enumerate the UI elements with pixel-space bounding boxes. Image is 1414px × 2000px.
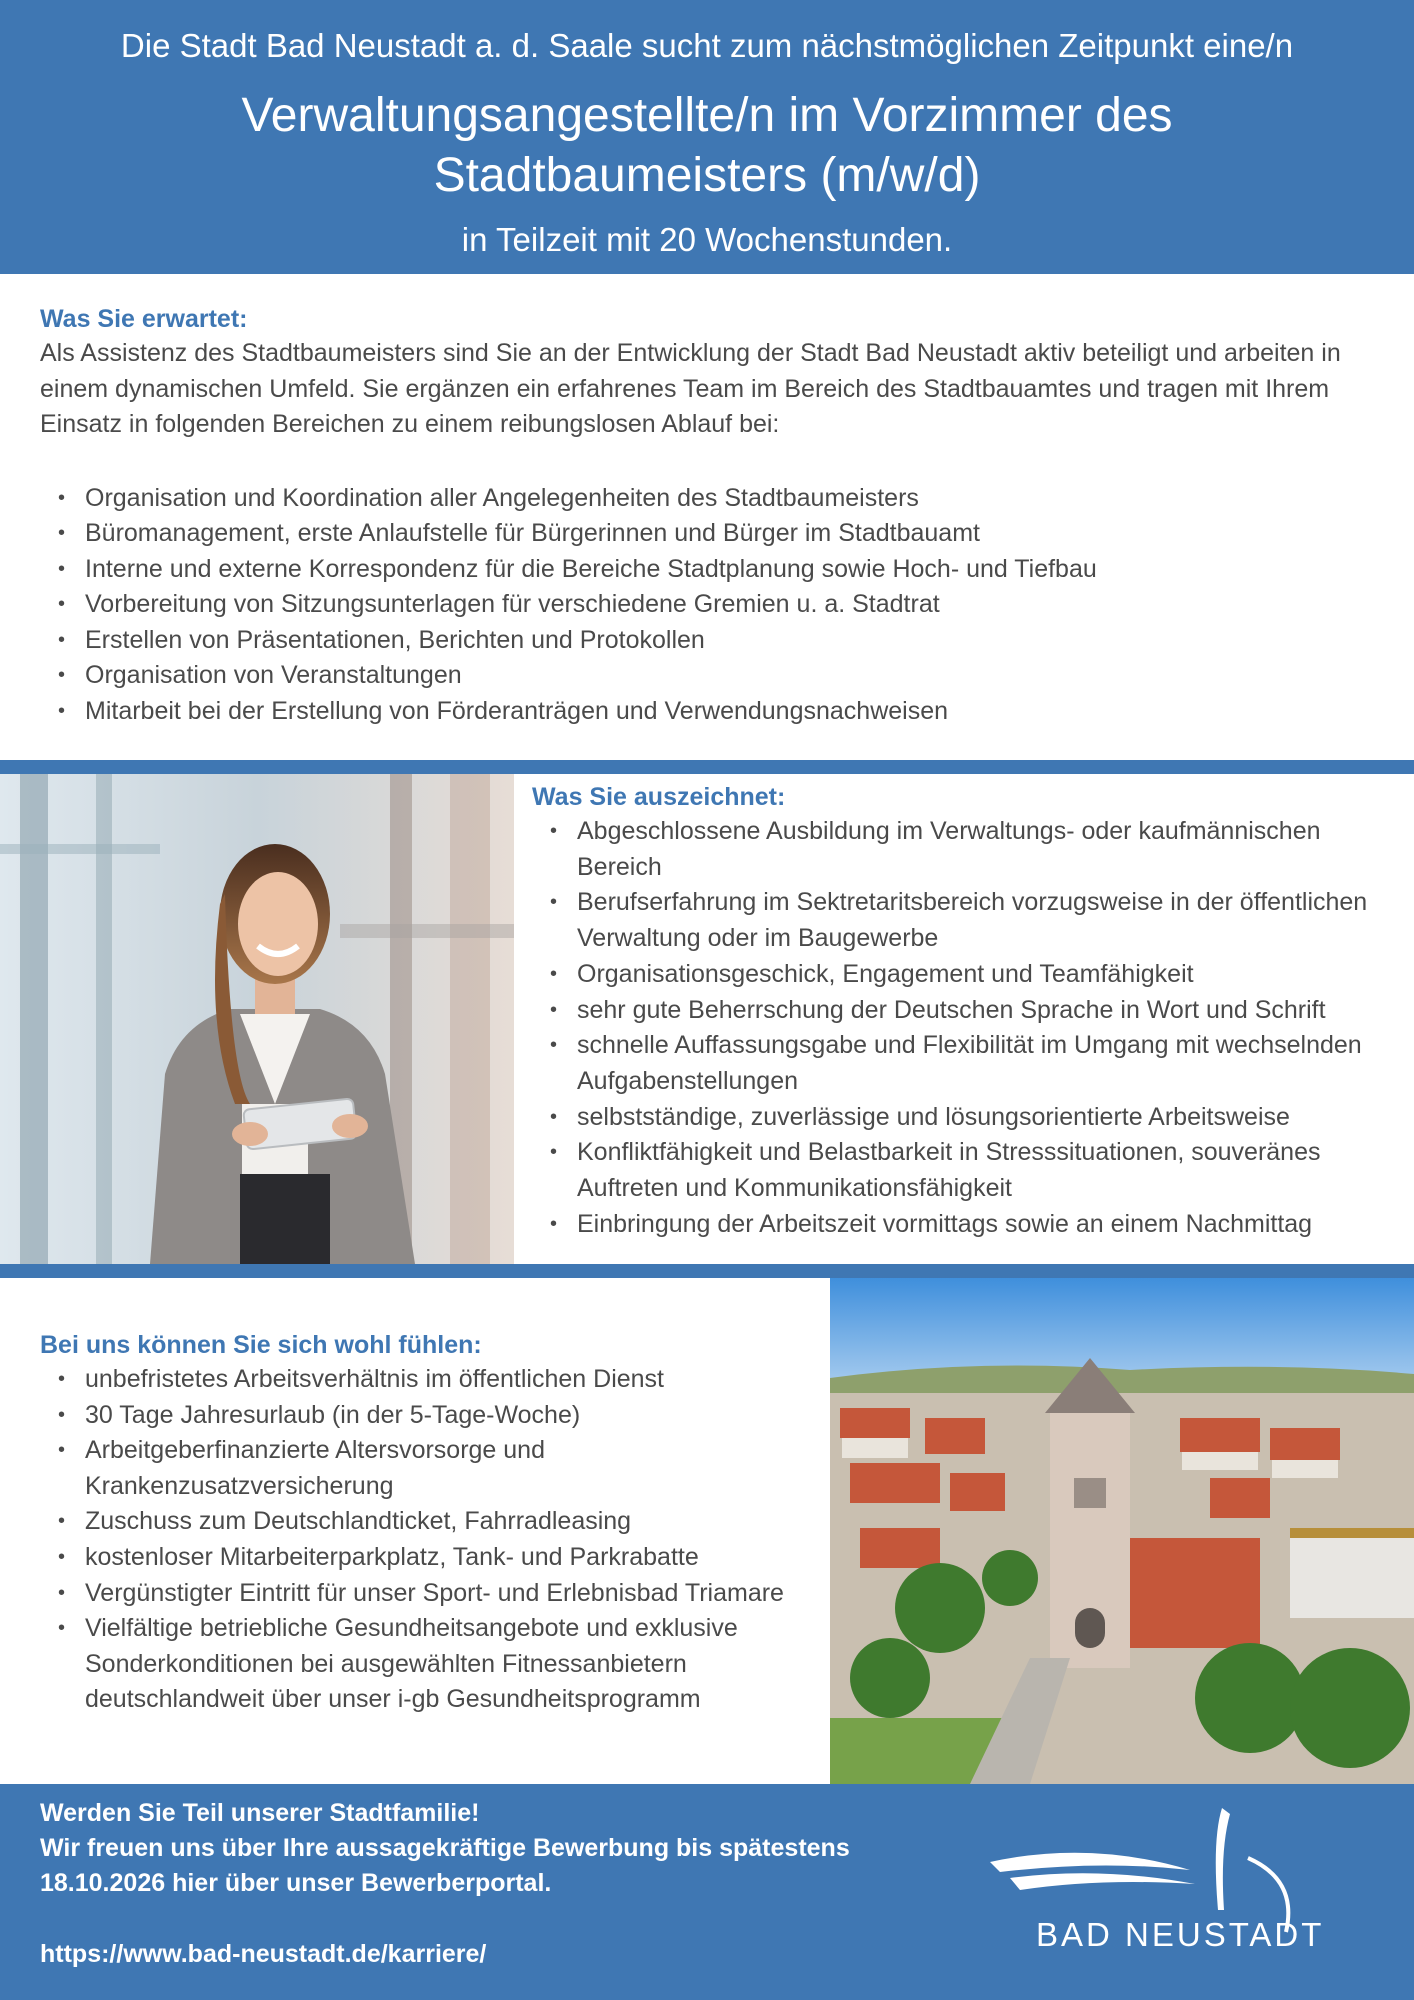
list-item: • Mitarbeit bei der Erstellung von Förderanträgen und Verwendungsnachweisen	[40, 694, 1370, 730]
footer-deadline: 18.10.2026 hier über unser Bewerberportal.	[40, 1869, 552, 1897]
header-intro: Die Stadt Bad Neustadt a. d. Saale sucht zum nächstmöglichen Zeitpunkt eine/n	[120, 27, 1294, 64]
list-item: • Interne und externe Korrespondenz für die Bereiche Stadtplanung sowie Hoch- und Tiefbau	[40, 552, 1370, 588]
list-item: • Abgeschlossene Ausbildung im Verwaltungs- oder kaufmännischen Bereich	[532, 814, 1392, 885]
list-item: • Organisation und Koordination aller Angelegenheiten des Stadtbaumeisters	[40, 481, 1370, 517]
employee-photo-illustration	[0, 774, 514, 1264]
career-portal-link[interactable]: https://www.bad-neustadt.de/karriere/	[40, 1940, 487, 1968]
logo-wordmark: BAD NEUSTADT	[1036, 1916, 1325, 1953]
list-item: • Vorbereitung von Sitzungsunterlagen für verschiedene Gremien u. a. Stadtrat	[40, 587, 1370, 623]
profile-list	[532, 814, 1392, 1242]
list-item: • Büromanagement, erste Anlaufstelle für Bürgerinnen und Bürger im Stadtbauamt	[40, 516, 1370, 552]
divider-band	[0, 760, 1414, 774]
job-title: Verwaltungsangestellte/n im Vorzimmer des Stadtbaumeisters (m/w/d)	[241, 89, 1173, 202]
benefits-heading: Bei uns können Sie sich wohl fühlen:	[40, 1331, 482, 1359]
list-item: • 30 Tage Jahresurlaub (in der 5-Tage-Woche)	[40, 1398, 830, 1434]
profile-heading: Was Sie auszeichnet:	[532, 783, 786, 811]
section-profile	[532, 780, 1392, 1242]
list-item: • Erstellen von Präsentationen, Berichten und Protokollen	[40, 623, 1370, 659]
section-benefits	[40, 1328, 830, 1718]
list-item: • Organisation von Veranstaltungen	[40, 658, 1370, 694]
footer-application-text: Wir freuen uns über Ihre aussagekräftige Bewerbung bis spätestens	[40, 1834, 850, 1862]
header-subtitle: in Teilzeit mit 20 Wochenstunden.	[461, 221, 953, 258]
footer-slogan: Werden Sie Teil unserer Stadtfamilie!	[40, 1799, 480, 1827]
list-item: • Zuschuss zum Deutschlandticket, Fahrradleasing	[40, 1504, 830, 1540]
employee-photo	[0, 774, 514, 1264]
list-item: • kostenloser Mitarbeiterparkplatz, Tank- und Parkrabatte	[40, 1540, 830, 1576]
list-item: • schnelle Auffassungsgabe und Flexibilität im Umgang mit wechselnden Aufgabenstellungen	[532, 1028, 1392, 1099]
header-banner	[0, 0, 1414, 274]
list-item: • sehr gute Beherrschung der Deutschen Sprache in Wort und Schrift	[532, 993, 1392, 1029]
list-item: • Berufserfahrung im Sektretaritsbereich vorzugsweise in der öffentlichen Verwaltung oder im Baugewerbe	[532, 885, 1392, 956]
list-item: • unbefristetes Arbeitsverhältnis im öffentlichen Dienst	[40, 1362, 830, 1398]
list-item: • Organisationsgeschick, Engagement und Teamfähigkeit	[532, 957, 1392, 993]
list-item: • Arbeitgeberfinanzierte Altersvorsorge und Krankenzusatzversicherung	[40, 1433, 830, 1504]
expectations-list	[40, 481, 1370, 730]
list-item: • Einbringung der Arbeitszeit vormittags sowie an einem Nachmittag	[532, 1207, 1392, 1243]
list-item: • Konfliktfähigkeit und Belastbarkeit in Stresssituationen, souveränes Auftreten und Kommunikationsfähigkeit	[532, 1135, 1392, 1206]
footer-banner	[0, 1784, 1414, 2000]
town-photo-illustration	[830, 1278, 1414, 1784]
expectations-text: Als Assistenz des Stadtbaumeisters sind Sie an der Entwicklung der Stadt Bad Neustadt aktiv beteiligt und arbeiten in einem dynamischen Umfeld. Sie ergänzen ein erfahrenes Team im Bereich des Stadtbauamtes und tragen mit Ihrem Einsatz in folgenden Bereichen zu einem reibungslosen Ablauf bei:	[40, 339, 1341, 438]
list-item: • selbstständige, zuverlässige und lösungsorientierte Arbeitsweise	[532, 1100, 1392, 1136]
divider-band	[0, 1264, 1414, 1278]
list-item: • Vielfältige betriebliche Gesundheitsangebote und exklusive Sonderkonditionen bei ausgewählten Fitnessanbietern deutschlandweit über unser i-gb Gesundheitsprogramm	[40, 1611, 830, 1718]
list-item: • Vergünstigter Eintritt für unser Sport- und Erlebnisbad Triamare	[40, 1576, 830, 1612]
section-expectations	[40, 302, 1370, 730]
expectations-heading: Was Sie erwartet:	[40, 305, 248, 333]
benefits-list	[40, 1362, 830, 1718]
town-photo	[830, 1278, 1414, 1784]
